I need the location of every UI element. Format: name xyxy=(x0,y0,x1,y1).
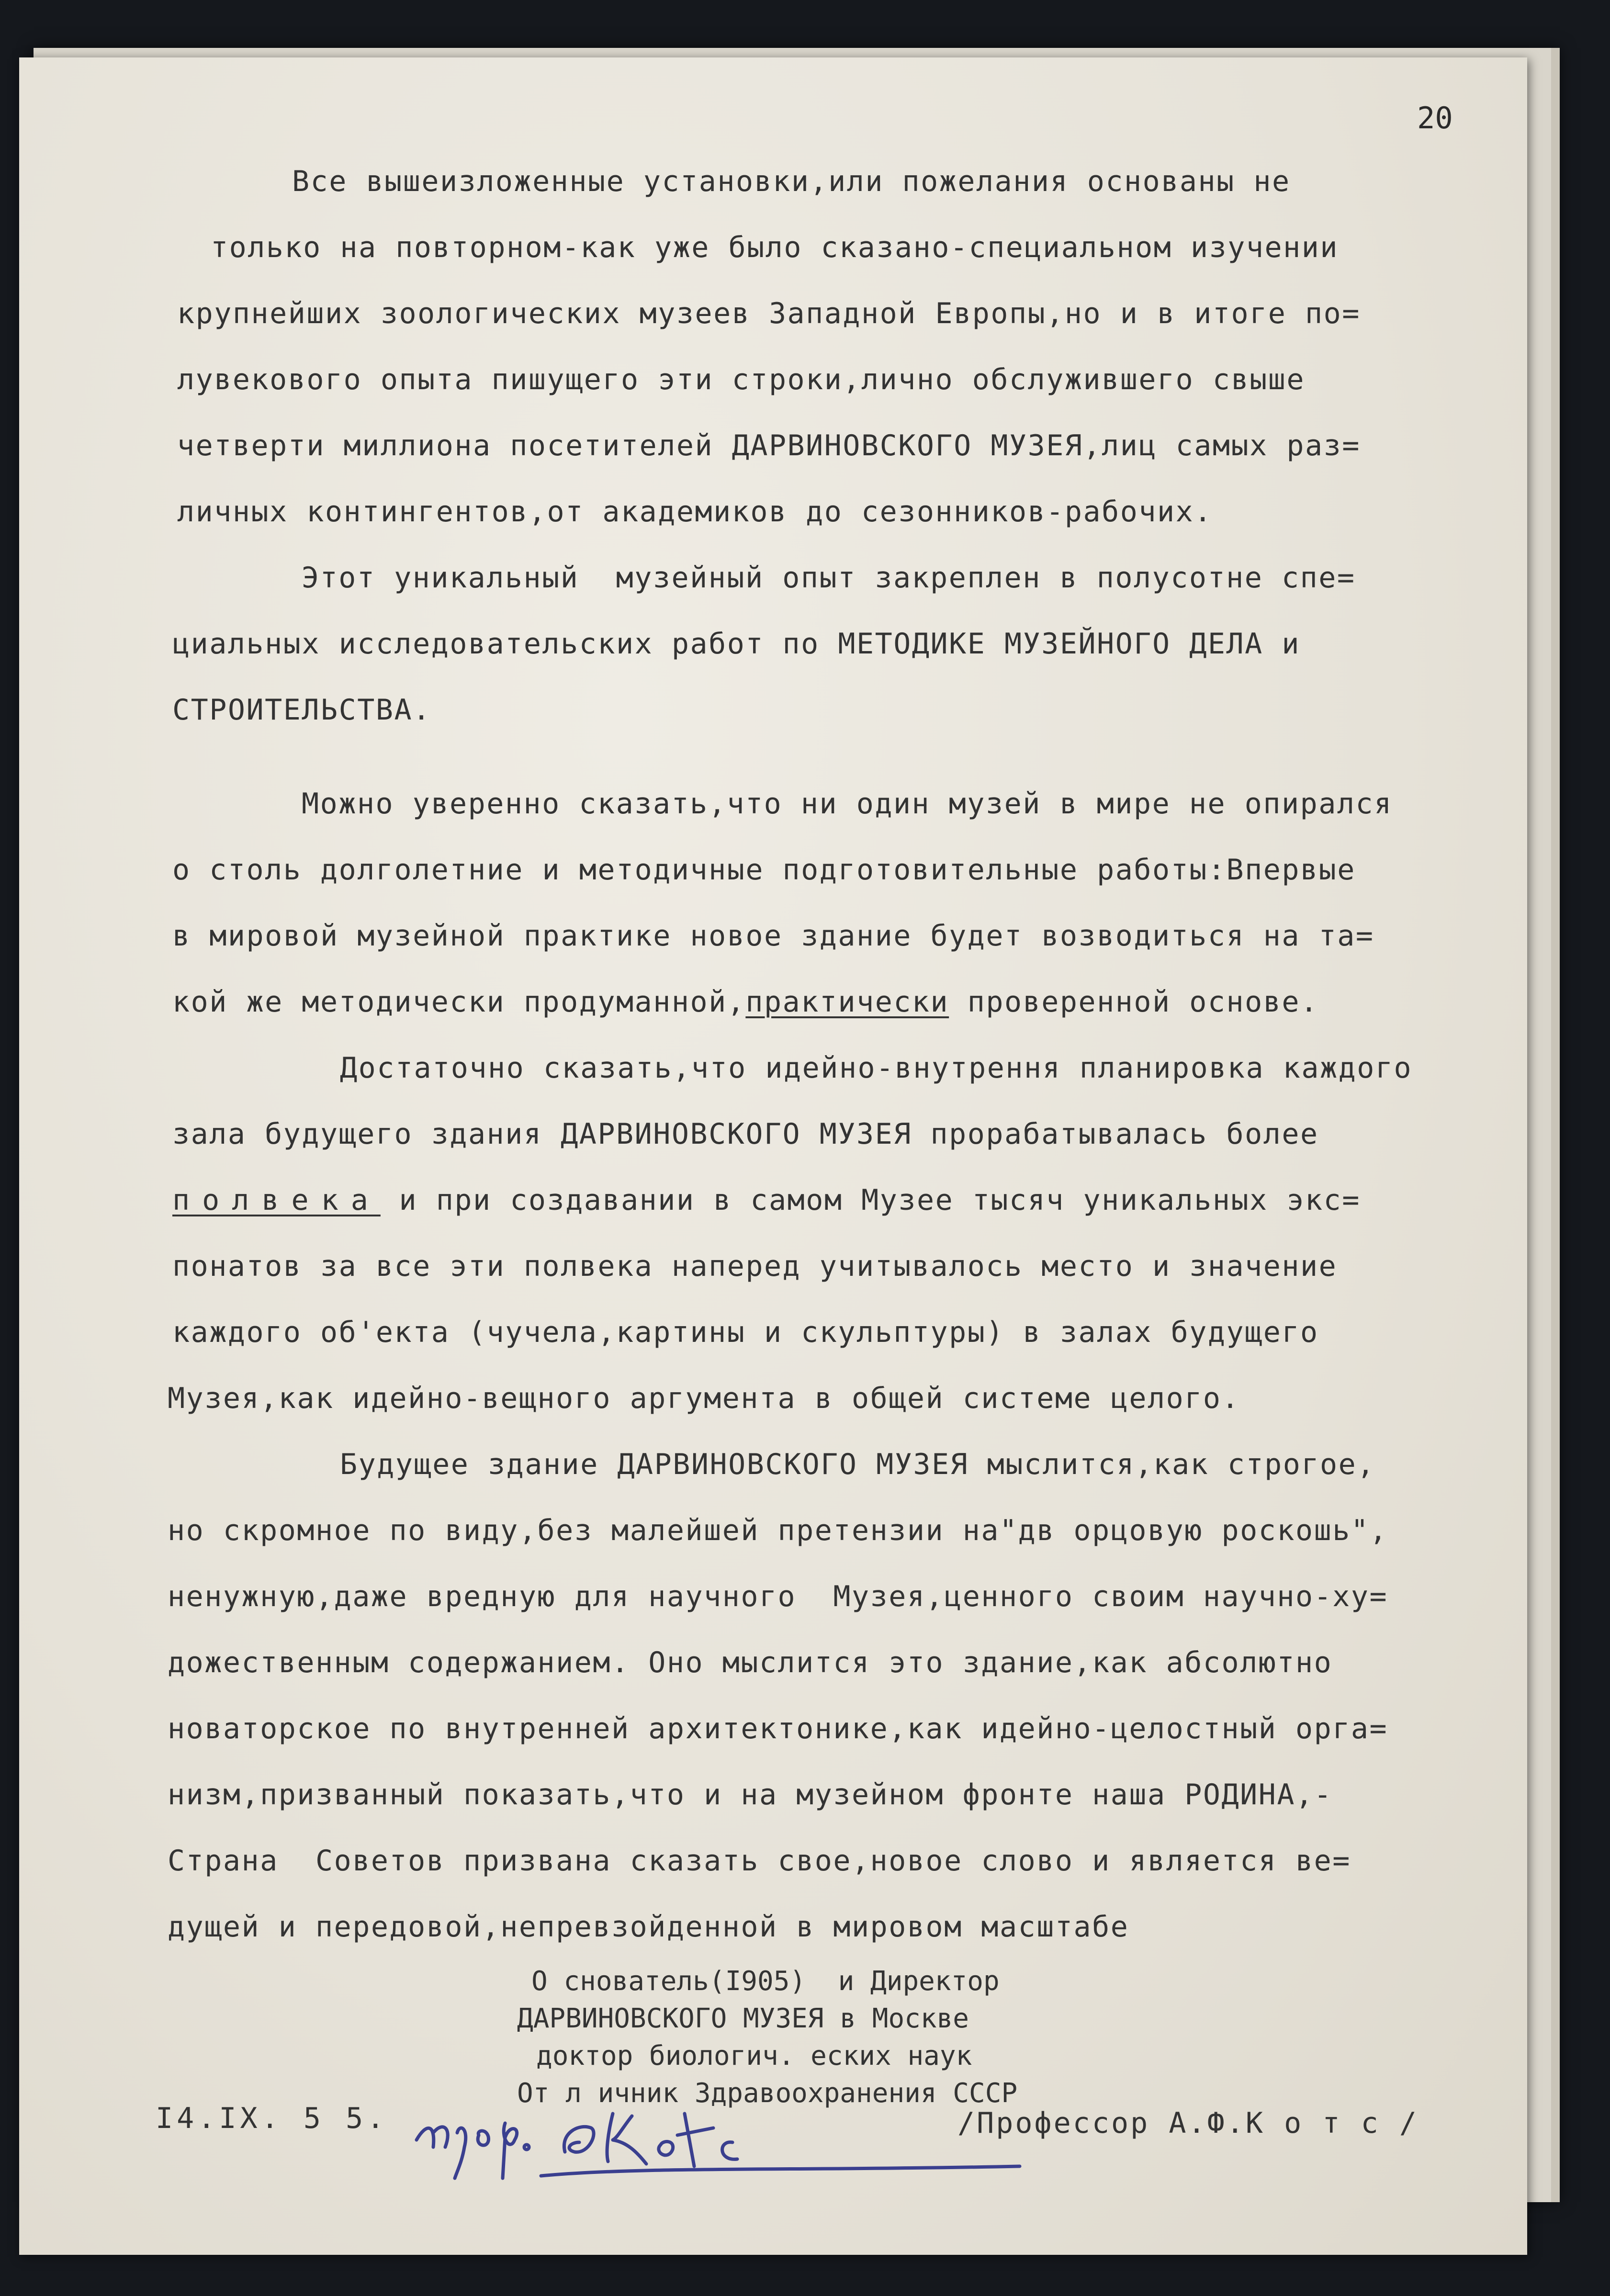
text-line: личных контингентов,от академиков до сезонников-рабочих. xyxy=(177,495,1213,529)
underlined-word: практически xyxy=(745,985,949,1019)
text-line: крупнейших зоологических музеев Западной Европы,но и в итоге по= xyxy=(177,297,1361,330)
text-line: низм,призванный показать,что и на музейном фронте наша РОДИНА,- xyxy=(168,1778,1333,1812)
signature-title-line: О снователь(I905) и Директор xyxy=(531,1966,1000,1997)
text-segment: кой же методически продуманной, xyxy=(172,985,746,1019)
text-line: СТРОИТЕЛЬСТВА. xyxy=(172,693,431,727)
text-line: Достаточно сказать,что идейно-внутрення планировка каждого xyxy=(340,1051,1413,1085)
text-line: только на повторном-как уже было сказано-специальном изучении xyxy=(211,231,1339,264)
document-page xyxy=(19,57,1527,2255)
text-line: понатов за все эти полвека наперед учитывалось место и значение xyxy=(172,1249,1338,1283)
paragraph-gap xyxy=(153,743,1518,771)
text-line xyxy=(153,1167,1518,1233)
text-line: четверти миллиона посетителей ДАРВИНОВСКОГО МУЗЕЯ,лиц самых раз= xyxy=(177,429,1361,462)
text-line: Все вышеизложенные установки,или пожелания основаны не xyxy=(292,165,1291,198)
printed-name: /Профессор А.Ф.К о т с / xyxy=(957,2106,1419,2140)
text-line: ненужную,даже вредную для научного Музея,ценного своим научно-ху= xyxy=(168,1580,1388,1613)
page-number: 20 xyxy=(1417,101,1453,135)
text-line: Будущее здание ДАРВИНОВСКОГО МУЗЕЯ мыслится,как строгое, xyxy=(340,1448,1375,1481)
text-line: Страна Советов призвана сказать свое,новое слово и является ве= xyxy=(168,1844,1351,1878)
text-segment: проверенной основе. xyxy=(949,985,1319,1019)
signature-title-line: ДАРВИНОВСКОГО МУЗЕЯ в Москве xyxy=(517,2003,969,2034)
text-line: лувекового опыта пишущего эти строки,лично обслужившего свыше xyxy=(177,363,1306,396)
signature-block xyxy=(517,1963,1283,2112)
text-line: Музея,как идейно-вещного аргумента в общей системе целого. xyxy=(168,1382,1240,1415)
document-date: I4.IX. 5 5. xyxy=(156,2102,388,2135)
text-segment: и при создавании в самом Музее тысяч уникальных экс= xyxy=(380,1183,1361,1217)
signature-title-line: доктор биологич. еских наук xyxy=(536,2040,972,2071)
text-line: новаторское по внутренней архитектонике,как идейно-целостный орга= xyxy=(168,1712,1388,1745)
text-line: Этот уникальный музейный опыт закреплен в полусотне спе= xyxy=(302,561,1356,595)
text-line: зала будущего здания ДАРВИНОВСКОГО МУЗЕЯ прорабатывалась более xyxy=(172,1117,1319,1151)
document-body xyxy=(153,148,1518,1960)
text-line: Можно уверенно сказать,что ни один музей в мире не опирался xyxy=(302,787,1393,821)
text-line: циальных исследовательских работ по МЕТОДИКЕ МУЗЕЙНОГО ДЕЛА и xyxy=(172,627,1301,661)
text-line: дущей и передовой,непревзойденной в мировом масштабе xyxy=(168,1910,1129,1944)
text-line: о столь долголетние и методичные подготовительные работы:Впервые xyxy=(172,853,1356,887)
signature-title-line: От л ичник Здравоохранения СССР xyxy=(517,2078,1018,2109)
text-line: каждого об'екта (чучела,картины и скульптуры) в залах будущего xyxy=(172,1316,1319,1349)
handwritten-signature xyxy=(407,2094,1029,2190)
text-line: но скромное по виду,без малейшей претензии на"дв орцовую роскошь", xyxy=(168,1514,1388,1547)
text-line xyxy=(153,969,1518,1035)
text-line: дожественным содержанием. Оно мыслится это здание,как абсолютно xyxy=(168,1646,1333,1679)
text-line: в мировой музейной практике новое здание будет возводиться на та= xyxy=(172,919,1374,953)
underlined-word: полвека xyxy=(172,1183,381,1217)
